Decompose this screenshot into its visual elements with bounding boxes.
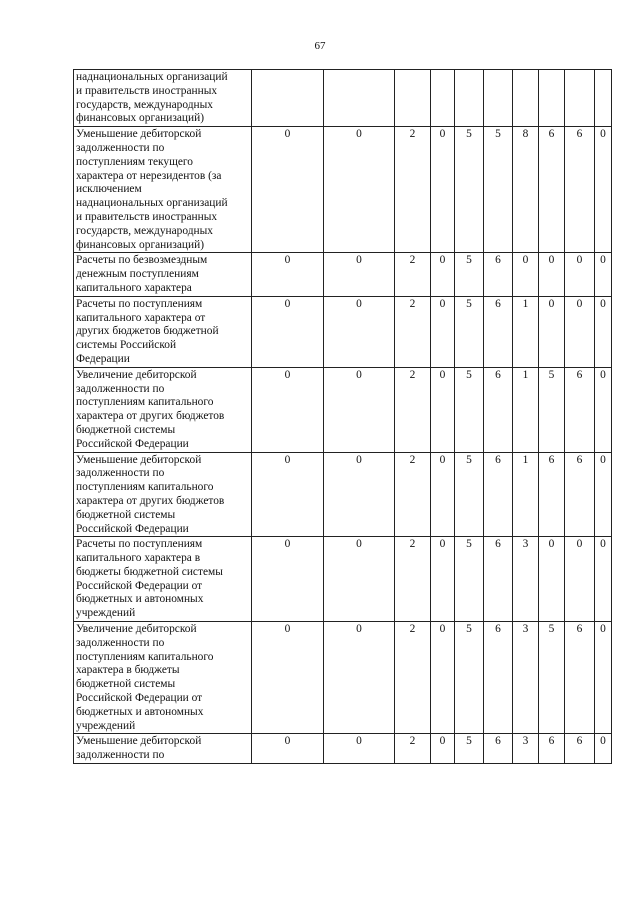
description-line: исключением — [76, 183, 142, 196]
code-digit-cell: 2 — [395, 127, 431, 253]
description-line: Расчеты по поступлениям — [76, 297, 203, 310]
code-digit-cell: 0 — [565, 253, 595, 296]
code-digit-cell: 6 — [484, 734, 513, 764]
code-digit-cell: 0 — [431, 127, 455, 253]
row-description — [74, 253, 252, 296]
code-digit-cell: 8 — [513, 127, 539, 253]
description-line: поступлениям капитального — [76, 396, 214, 409]
description-line: Уменьшение дебиторской — [76, 735, 202, 748]
code-digit-cell: 0 — [252, 367, 324, 452]
code-digit-cell — [395, 70, 431, 127]
code-digit-cell: 2 — [395, 622, 431, 734]
description-line: Российской Федерации — [76, 522, 189, 535]
description-line: характера от нерезидентов (за — [76, 169, 222, 182]
code-digit-cell: 2 — [395, 296, 431, 367]
description-line: поступлениям капитального — [76, 650, 214, 663]
code-digit-cell: 5 — [484, 127, 513, 253]
code-digit-cell — [455, 70, 484, 127]
table-row — [74, 367, 612, 452]
description-line: бюджетной системы — [76, 423, 176, 436]
description-line: других бюджетов бюджетной — [76, 325, 219, 338]
code-digit-cell: 0 — [252, 537, 324, 622]
page-number: 67 — [314, 40, 326, 52]
description-line: Российской Федерации от — [76, 692, 203, 705]
description-line: бюджетной системы — [76, 678, 176, 691]
code-digit-cell — [565, 70, 595, 127]
description-line: и правительств иностранных — [76, 84, 218, 97]
code-digit-cell: 6 — [484, 367, 513, 452]
code-digit-cell: 0 — [324, 127, 395, 253]
description-line: задолженности по — [76, 749, 165, 762]
code-digit-cell: 6 — [539, 734, 565, 764]
description-line: Расчеты по безвозмездным — [76, 254, 208, 267]
code-digit-cell: 0 — [513, 253, 539, 296]
description-line: Уменьшение дебиторской — [76, 128, 202, 141]
table-row — [74, 253, 612, 296]
description-line: Увеличение дебиторской — [76, 623, 197, 636]
row-description — [74, 367, 252, 452]
code-digit-cell: 1 — [513, 367, 539, 452]
description-line: задолженности по — [76, 467, 165, 480]
code-digit-cell — [431, 70, 455, 127]
code-digit-cell: 2 — [395, 367, 431, 452]
description-line: бюджетных и автономных — [76, 705, 204, 718]
code-digit-cell: 5 — [455, 127, 484, 253]
code-digit-cell: 0 — [324, 537, 395, 622]
description-line: капитального характера в — [76, 552, 201, 565]
description-line: бюджеты бюджетной системы — [76, 565, 223, 578]
description-line: капитального характера от — [76, 311, 206, 324]
code-digit-cell: 6 — [539, 452, 565, 537]
code-digit-cell: 0 — [252, 622, 324, 734]
code-digit-cell — [324, 70, 395, 127]
code-digit-cell: 6 — [565, 127, 595, 253]
code-digit-cell: 0 — [595, 253, 612, 296]
description-line: финансовых организаций) — [76, 112, 204, 125]
code-digit-cell: 5 — [455, 537, 484, 622]
code-digit-cell: 0 — [431, 734, 455, 764]
code-digit-cell: 0 — [431, 296, 455, 367]
description-line: характера от других бюджетов — [76, 494, 225, 507]
description-line: финансовых организаций) — [76, 238, 204, 251]
code-digit-cell: 0 — [565, 537, 595, 622]
row-description — [74, 70, 252, 127]
description-line: государств, международных — [76, 224, 213, 237]
code-digit-cell: 0 — [431, 622, 455, 734]
code-digit-cell: 0 — [431, 253, 455, 296]
code-digit-cell: 0 — [324, 367, 395, 452]
code-digit-cell: 0 — [431, 537, 455, 622]
table-row — [74, 537, 612, 622]
description-line: Расчеты по поступлениям — [76, 538, 203, 551]
code-digit-cell: 3 — [513, 537, 539, 622]
code-digit-cell — [539, 70, 565, 127]
code-digit-cell: 0 — [595, 296, 612, 367]
code-digit-cell: 6 — [484, 253, 513, 296]
description-line: Российской Федерации от — [76, 579, 203, 592]
description-line: Уменьшение дебиторской — [76, 453, 202, 466]
table-row — [74, 70, 612, 127]
code-digit-cell: 0 — [431, 452, 455, 537]
code-digit-cell: 6 — [565, 367, 595, 452]
row-description — [74, 734, 252, 764]
description-line: денежным поступлениям — [76, 268, 199, 281]
description-line: задолженности по — [76, 636, 165, 649]
code-digit-cell: 0 — [595, 734, 612, 764]
code-digit-cell: 0 — [324, 734, 395, 764]
code-digit-cell: 2 — [395, 452, 431, 537]
code-digit-cell: 3 — [513, 734, 539, 764]
row-description — [74, 127, 252, 253]
table-body — [74, 70, 612, 764]
description-line: характера в бюджеты — [76, 664, 180, 677]
description-line: характера от других бюджетов — [76, 410, 225, 423]
code-digit-cell: 5 — [539, 622, 565, 734]
code-digit-cell: 6 — [565, 734, 595, 764]
code-digit-cell: 0 — [252, 734, 324, 764]
code-digit-cell: 5 — [455, 367, 484, 452]
description-line: задолженности по — [76, 141, 165, 154]
code-digit-cell: 0 — [595, 622, 612, 734]
code-digit-cell: 0 — [324, 622, 395, 734]
code-digit-cell: 0 — [252, 452, 324, 537]
code-digit-cell — [513, 70, 539, 127]
description-line: наднациональных организаций — [76, 197, 228, 210]
description-line: наднациональных организаций — [76, 71, 228, 83]
code-digit-cell: 0 — [595, 537, 612, 622]
code-digit-cell: 0 — [565, 296, 595, 367]
code-digit-cell: 5 — [455, 452, 484, 537]
code-digit-cell: 0 — [252, 253, 324, 296]
code-digit-cell: 6 — [565, 622, 595, 734]
code-digit-cell: 0 — [539, 537, 565, 622]
code-digit-cell: 5 — [455, 622, 484, 734]
table-row — [74, 127, 612, 253]
code-digit-cell — [484, 70, 513, 127]
code-digit-cell: 5 — [539, 367, 565, 452]
code-digit-cell: 0 — [595, 452, 612, 537]
description-line: Увеличение дебиторской — [76, 368, 197, 381]
row-description — [74, 452, 252, 537]
code-digit-cell: 0 — [431, 367, 455, 452]
code-digit-cell: 2 — [395, 734, 431, 764]
account-codes-table — [73, 69, 612, 764]
code-digit-cell: 0 — [324, 296, 395, 367]
code-digit-cell: 6 — [484, 537, 513, 622]
description-line: задолженности по — [76, 382, 165, 395]
code-digit-cell: 1 — [513, 296, 539, 367]
code-digit-cell: 6 — [539, 127, 565, 253]
description-line: бюджетных и автономных — [76, 593, 204, 606]
code-digit-cell: 0 — [539, 296, 565, 367]
code-digit-cell: 5 — [455, 253, 484, 296]
table-row — [74, 296, 612, 367]
code-digit-cell: 6 — [484, 452, 513, 537]
description-line: системы Российской — [76, 339, 177, 352]
table-row — [74, 622, 612, 734]
description-line: учреждений — [76, 719, 136, 732]
code-digit-cell: 0 — [539, 253, 565, 296]
table-row — [74, 452, 612, 537]
row-description — [74, 622, 252, 734]
description-line: бюджетной системы — [76, 508, 176, 521]
code-digit-cell: 3 — [513, 622, 539, 734]
code-digit-cell: 0 — [324, 452, 395, 537]
code-digit-cell: 2 — [395, 253, 431, 296]
row-description — [74, 537, 252, 622]
code-digit-cell: 6 — [565, 452, 595, 537]
code-digit-cell: 0 — [252, 296, 324, 367]
code-digit-cell: 5 — [455, 296, 484, 367]
code-digit-cell: 2 — [395, 537, 431, 622]
row-description — [74, 296, 252, 367]
code-digit-cell: 1 — [513, 452, 539, 537]
code-digit-cell: 6 — [484, 622, 513, 734]
code-digit-cell: 0 — [595, 127, 612, 253]
code-digit-cell: 0 — [252, 127, 324, 253]
description-line: поступлениям текущего — [76, 155, 193, 168]
description-line: капитального характера — [76, 281, 192, 294]
description-line: государств, международных — [76, 98, 213, 111]
description-line: Российской Федерации — [76, 437, 189, 450]
code-digit-cell: 0 — [324, 253, 395, 296]
description-line: и правительств иностранных — [76, 210, 218, 223]
code-digit-cell: 5 — [455, 734, 484, 764]
table-row — [74, 734, 612, 764]
code-digit-cell: 0 — [595, 367, 612, 452]
description-line: учреждений — [76, 607, 136, 620]
description-line: поступлениям капитального — [76, 481, 214, 494]
code-digit-cell — [595, 70, 612, 127]
description-line: Федерации — [76, 352, 130, 365]
code-digit-cell — [252, 70, 324, 127]
code-digit-cell: 6 — [484, 296, 513, 367]
